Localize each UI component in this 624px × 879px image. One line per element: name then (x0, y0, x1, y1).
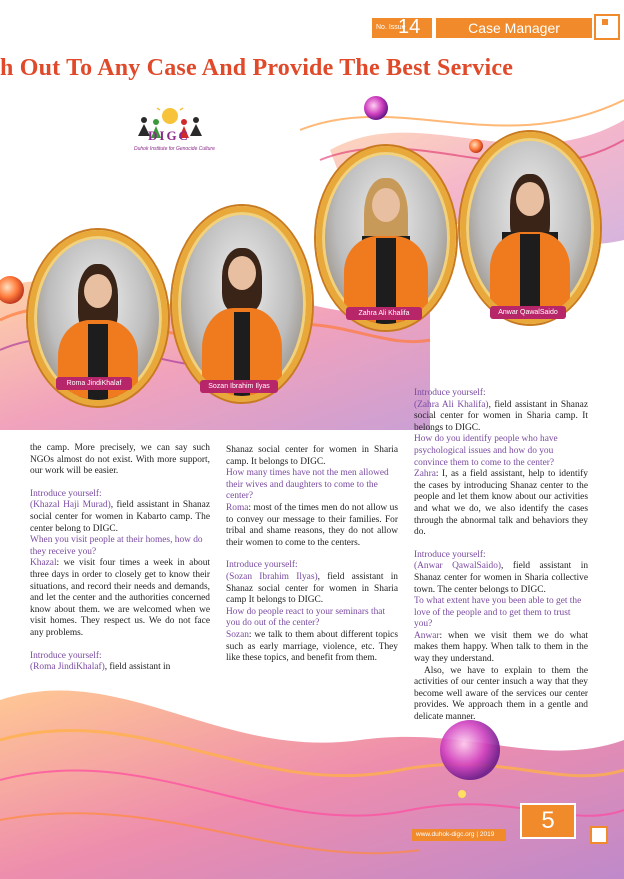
question: How do people react to your seminars that you do out of the center? (226, 606, 386, 629)
portrait-sozan (172, 206, 312, 402)
speaker-name: Sozan (226, 629, 249, 640)
portrait-frame (316, 146, 456, 330)
question: How do you identify people who have psychological issues and how do you convince them to come to the center? (414, 434, 558, 468)
text-column-2 (226, 445, 398, 665)
paragraph (414, 631, 588, 666)
paragraph: Also, we have to explain to them the activities of our center insuch a way that they become well aware of the services our center provides. We approach them in a gentle and delicate manner. (414, 665, 588, 723)
question: Introduce yourself: (414, 388, 486, 398)
speaker-name: Roma (226, 502, 249, 513)
paragraph (226, 630, 398, 665)
footer-square-icon (590, 826, 608, 844)
question: Introduce yourself: (30, 650, 102, 661)
url-text: www.duhok-digc.org (416, 831, 475, 838)
paragraph (226, 503, 398, 549)
text-column-1 (30, 443, 210, 674)
speaker-name: (Sozan Ibrahim Ilyas) (226, 571, 318, 582)
answer-text: , field assistant in Shanaz social center for women in Sharia camp. It belongs to DIGC. (414, 399, 588, 433)
answer-text: , field assistant in Shanaz center for women in Sharia collective town. The center belongs to DIGC. (414, 561, 589, 595)
paragraph (30, 662, 210, 674)
portrait-zahra (316, 146, 456, 330)
answer-text: , field assistant in Shanaz social center for women in Sharia camp It belongs to DIGC. (226, 571, 398, 606)
caption-zahra: Zahra Ali Khalifa (346, 307, 422, 320)
speaker-name: Khazal (30, 558, 57, 569)
paragraph (30, 558, 210, 639)
question: When you visit people at their homes, how do they receive you? (30, 535, 203, 557)
portrait-frame (460, 132, 600, 324)
issue-badge (372, 18, 432, 38)
answer-text: : when we visit them we do what makes them happy. When talk to them in the way they understand. (414, 630, 588, 665)
paragraph (414, 469, 588, 539)
issue-number: 14 (398, 16, 421, 38)
article-title: h Out To Any Case And Provide The Best Service (0, 55, 514, 81)
speaker-name: (Anwar QawalSaido) (414, 561, 502, 572)
text-column-3 (414, 388, 588, 724)
year-text: 2019 (479, 831, 495, 838)
digc-logo (130, 106, 220, 156)
portrait-anwar (460, 132, 600, 324)
speaker-name: (Khazal Haji Murad) (30, 500, 111, 511)
paragraph (414, 400, 588, 435)
logo-tagline: Duhok Institute for Genocide Culture (134, 146, 215, 152)
caption-anwar: Anwar QawalSaido (490, 306, 566, 319)
paragraph (226, 572, 398, 607)
section-title: Case Manager (436, 18, 592, 38)
speaker-name: (Zahra Ali Khalifa) (414, 399, 489, 410)
answer-text: , field assistant in (104, 662, 171, 673)
portrait-frame (172, 206, 312, 402)
paragraph (30, 500, 210, 535)
caption-roma: Roma JindiKhalaf (56, 377, 132, 390)
caption-sozan: Sozan Ibrahim Ilyas (200, 380, 278, 393)
issue-label: No. Issue (376, 24, 406, 31)
website-url[interactable]: www.duhok-digc.org | 2019 (412, 829, 506, 841)
answer-text: : we talk to them about different topics such as early marriage, violence, etc. They like these topics, and benefit from them. (226, 629, 398, 664)
paragraph: Shanaz social center for women in Sharia camp. It belongs to DIGC. (226, 445, 398, 467)
paragraph (414, 561, 588, 596)
speaker-name: (Roma JindiKhalaf) (30, 662, 105, 673)
answer-text: : most of the times men do not allow us to convey our message to their families. For tribal and shame reasons, they do not allow their women to come to the centers. (226, 502, 398, 548)
paragraph: the camp. More precisely, we can say such NGOs almost do not exist. With more support, our work will be easier. (30, 443, 210, 477)
question: Introduce yourself: (414, 549, 486, 560)
speaker-name: Zahra (414, 469, 436, 480)
question: How many times have not the men allowed their wives and daughters to come to the center? (226, 468, 389, 502)
answer-text: : I, as a field assistant, help to identify the cases by introducing Shanaz center to the people and let them know about our activities and what we do, we also identify the cases through the abnormal talk and behaviors they do. (414, 469, 588, 538)
logo-text: DIGC (148, 128, 190, 143)
page-number: 5 (520, 803, 576, 839)
question: Introduce yourself: (226, 560, 298, 571)
speaker-name: Anwar (414, 630, 440, 641)
answer-text: : we visit four times a week in about three days in order to closely get to know their situations, and record their needs and demands, and let the center and the authorities concerned know about them. we are welcomed when we visit homes. They respect us. We do not face any problems. (30, 558, 210, 638)
header-square-icon (594, 14, 620, 40)
question: To what extent have you been able to get the love of the people and to get them to trust you? (414, 596, 582, 630)
answer-text: , field assistant in Shanaz social center for women in Kabarto camp. The center belong to DIGC. (30, 500, 210, 534)
question: Introduce yourself: (30, 488, 102, 499)
